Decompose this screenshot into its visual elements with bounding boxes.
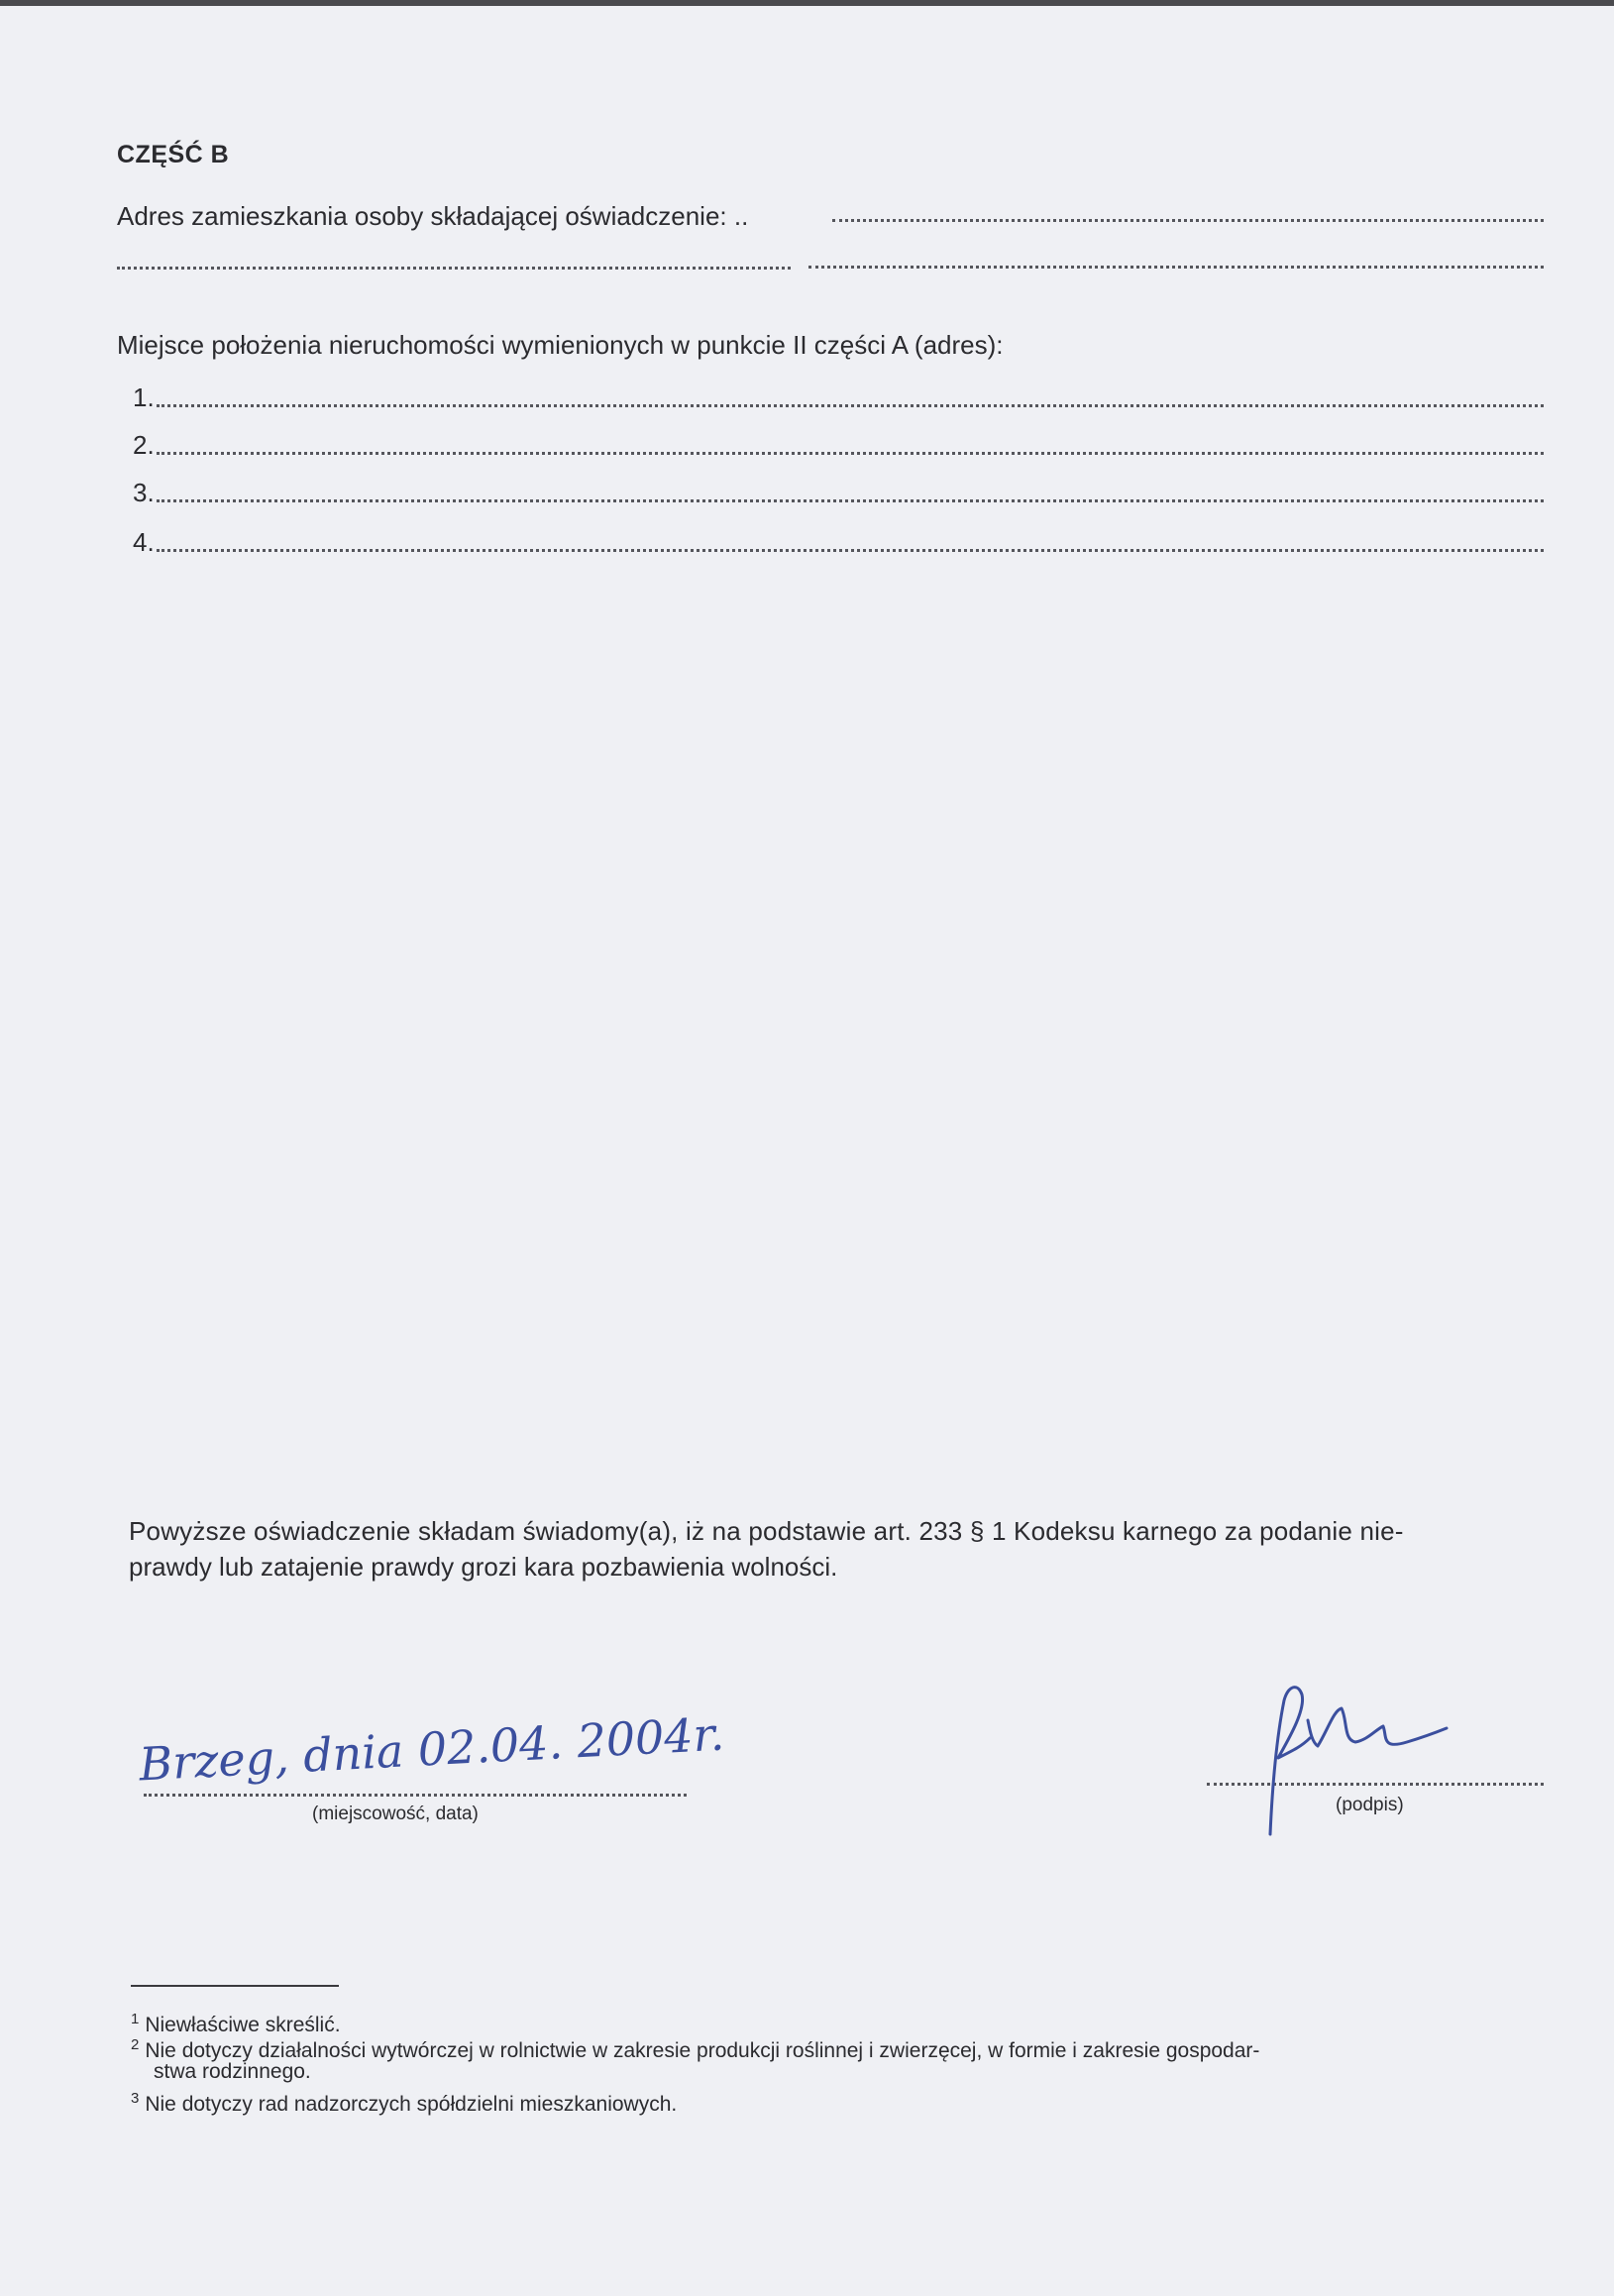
footnote-mark: 1 <box>131 2011 140 2027</box>
property-item-number: 4. <box>133 527 155 557</box>
footnote-text: Nie dotyczy działalności wytwórczej w rolnictwie w zakresie produkcji roślinnej i zwierzęcej, w formie i zakresie gospodar- <box>145 2039 1260 2062</box>
section-heading: CZĘŚĆ B <box>117 141 230 168</box>
property-item-number: 2. <box>133 430 155 460</box>
footnote-mark: 3 <box>131 2090 140 2107</box>
declaration-line-1: Powyższe oświadczenie składam świadomy(a), iż na podstawie art. 233 § 1 Kodeksu karnego za podanie nie- <box>129 1516 1404 1546</box>
address-dotted-line-2b <box>808 266 1544 269</box>
property-dotted-line <box>157 404 1544 407</box>
handwritten-signature <box>1258 1681 1456 1839</box>
property-dotted-line <box>157 452 1544 455</box>
address-dotted-line-2a <box>117 267 791 270</box>
footnote-mark: 2 <box>131 2036 140 2053</box>
property-item-number: 3. <box>133 478 155 507</box>
place-date-caption: (miejscowość, data) <box>312 1804 479 1824</box>
footnote-3 <box>131 2085 677 2118</box>
footnote-text: Nie dotyczy rad nadzorczych spółdzielni mieszkaniowych. <box>145 2093 678 2116</box>
declaration-line-2: prawdy lub zatajenie prawdy grozi kara pozbawienia wolności. <box>129 1552 838 1582</box>
property-label: Miejsce położenia nieruchomości wymienionych w punkcie II części A (adres): <box>117 330 1004 360</box>
place-date-dotted-line <box>144 1794 687 1797</box>
handwritten-place-date: Brzeg, dnia 02.04. 2004r. <box>137 1706 726 1792</box>
footnote-text: Niewłaściwe skreślić. <box>145 2014 341 2036</box>
property-item-number: 1. <box>133 383 155 412</box>
address-dotted-line-1 <box>832 219 1544 222</box>
footnote-2-continuation: stwa rodzinnego. <box>154 2060 311 2083</box>
address-label: Adres zamieszkania osoby składającej oświadczenie: .. <box>117 201 749 231</box>
footnote-2 <box>131 2031 1558 2064</box>
property-dotted-line <box>157 549 1544 552</box>
footnote-separator <box>131 1985 339 1987</box>
property-dotted-line <box>157 499 1544 502</box>
signature-caption: (podpis) <box>1336 1795 1404 1815</box>
